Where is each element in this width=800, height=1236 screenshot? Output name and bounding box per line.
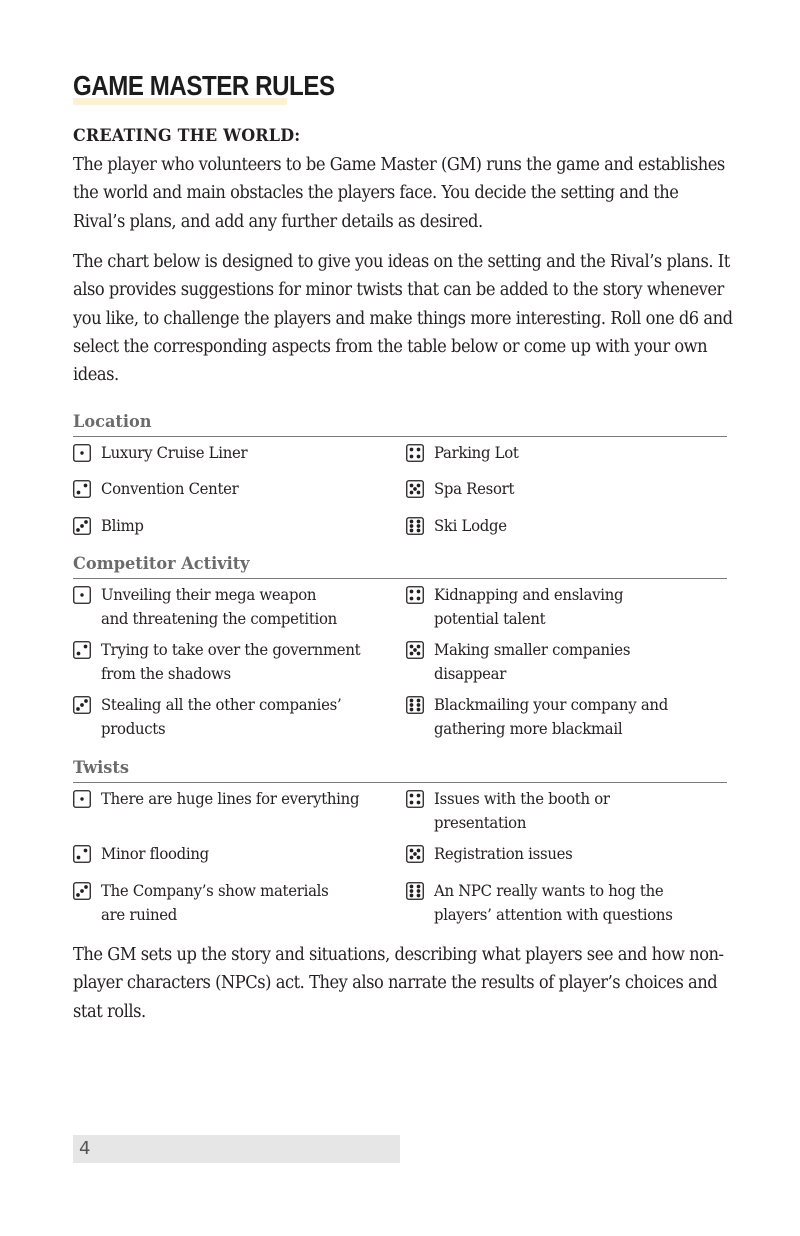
table-title: Competitor Activity: [73, 554, 250, 574]
table-cell-line: disappear: [434, 665, 507, 683]
table-cell-text: [101, 514, 144, 538]
table-cell-line: products: [101, 720, 166, 738]
die-one-icon: [73, 586, 91, 604]
table-cell-line: presentation: [434, 814, 527, 832]
table-cell-line: Luxury Cruise Liner: [101, 444, 248, 462]
die-two-icon: [73, 641, 91, 659]
intro-paragraph-2: The chart below is designed to give you ideas on the setting and the Rival’s plans. It also provides suggestions for minor twists that can be added to the story whenever you like, to challenge the players and make things more interesting. Roll one d6 and select the corresponding aspects from the table below or come up with your own ideas.: [73, 252, 733, 386]
outro-paragraph: The GM sets up the story and situations, describing what players see and how non-player characters (NPCs) act. They also narrate the results of player’s choices and stat rolls.: [73, 945, 724, 1022]
page-title: GAME MASTER RULES: [73, 70, 335, 101]
table-row: [406, 693, 678, 741]
table-cell-text: [101, 693, 341, 741]
table-cell-text: [101, 583, 337, 631]
table-row: [73, 842, 213, 866]
die-one-icon: [73, 790, 91, 808]
table-cell-text: [434, 693, 668, 741]
table-row: [406, 787, 617, 835]
table-cell-line: Kidnapping and enslaving: [434, 586, 624, 604]
table-cell-line: Ski Lodge: [434, 517, 507, 535]
die-two-icon: [73, 845, 91, 863]
table-cell-line: Unveiling their mega weapon: [101, 586, 317, 604]
table-row: [406, 514, 510, 538]
die-five-icon: [406, 641, 424, 659]
table-cell-line: are ruined: [101, 906, 178, 924]
table-cell-line: Trying to take over the government: [101, 641, 361, 659]
die-one-icon: [73, 444, 91, 462]
table-divider: [73, 578, 727, 579]
table-row: [73, 583, 347, 631]
table-title: Twists: [73, 758, 129, 778]
table-row: [73, 879, 338, 927]
table-cell-text: [434, 514, 507, 538]
table-cell-line: Registration issues: [434, 845, 573, 863]
die-three-icon: [73, 882, 91, 900]
table-cell-line: gathering more blackmail: [434, 720, 623, 738]
table-row: [406, 879, 683, 927]
table-cell-text: [434, 842, 572, 866]
table-cell-text: [434, 477, 514, 501]
die-four-icon: [406, 790, 424, 808]
table-row: [73, 477, 244, 501]
section-subheading: CREATING THE WORLD:: [73, 126, 301, 146]
table-cell-line: Stealing all the other companies’: [101, 696, 342, 714]
page-number: 4: [79, 1138, 91, 1159]
table-divider: [73, 436, 727, 437]
table-row: [406, 477, 517, 501]
table-cell-line: Convention Center: [101, 480, 239, 498]
die-six-icon: [406, 517, 424, 535]
table-cell-line: The Company’s show materials: [101, 882, 329, 900]
table-row: [73, 693, 351, 741]
die-four-icon: [406, 444, 424, 462]
table-competitor-activity: [73, 552, 727, 738]
table-cell-text: [101, 787, 359, 811]
die-two-icon: [73, 480, 91, 498]
table-row: [73, 514, 145, 538]
table-cell-text: [101, 638, 360, 686]
table-cell-line: Issues with the booth or: [434, 790, 610, 808]
table-cell-line: Blimp: [101, 517, 144, 535]
table-cell-line: Blackmailing your company and: [434, 696, 668, 714]
table-cell-text: [434, 638, 630, 686]
table-cell-line: An NPC really wants to hog the: [434, 882, 664, 900]
table-cell-text: [101, 441, 247, 465]
table-cell-line: players’ attention with questions: [434, 906, 673, 924]
table-divider: [73, 782, 727, 783]
table-cell-text: [101, 842, 209, 866]
table-cell-line: potential talent: [434, 610, 546, 628]
die-three-icon: [73, 696, 91, 714]
table-row: [73, 787, 370, 811]
table-title: Location: [73, 412, 152, 432]
table-row: [406, 842, 578, 866]
table-location: [73, 410, 727, 535]
table-row: [406, 441, 522, 465]
table-cell-line: Spa Resort: [434, 480, 515, 498]
table-cell-text: [434, 787, 610, 835]
table-row: [73, 638, 371, 686]
table-cell-text: [101, 879, 328, 927]
table-cell-line: Parking Lot: [434, 444, 519, 462]
page-footer: [73, 1135, 400, 1163]
die-four-icon: [406, 586, 424, 604]
table-row: [406, 583, 631, 631]
table-cell-line: and threatening the competition: [101, 610, 337, 628]
table-cell-line: Minor flooding: [101, 845, 209, 863]
die-three-icon: [73, 517, 91, 535]
table-twists: [73, 756, 727, 924]
table-row: [406, 638, 638, 686]
die-six-icon: [406, 696, 424, 714]
table-cell-line: Making smaller companies: [434, 641, 631, 659]
die-five-icon: [406, 480, 424, 498]
table-cell-line: from the shadows: [101, 665, 231, 683]
table-cell-text: [434, 441, 519, 465]
die-six-icon: [406, 882, 424, 900]
table-cell-text: [434, 879, 673, 927]
table-cell-text: [101, 477, 239, 501]
table-cell-text: [434, 583, 623, 631]
table-cell-line: There are huge lines for everything: [101, 790, 360, 808]
page-header: [73, 68, 377, 104]
table-row: [73, 441, 253, 465]
die-five-icon: [406, 845, 424, 863]
intro-paragraph-1: The player who volunteers to be Game Master (GM) runs the game and establishes the world and main obstacles the players face. You decide the setting and the Rival’s plans, and add any further details as desired.: [73, 155, 725, 232]
